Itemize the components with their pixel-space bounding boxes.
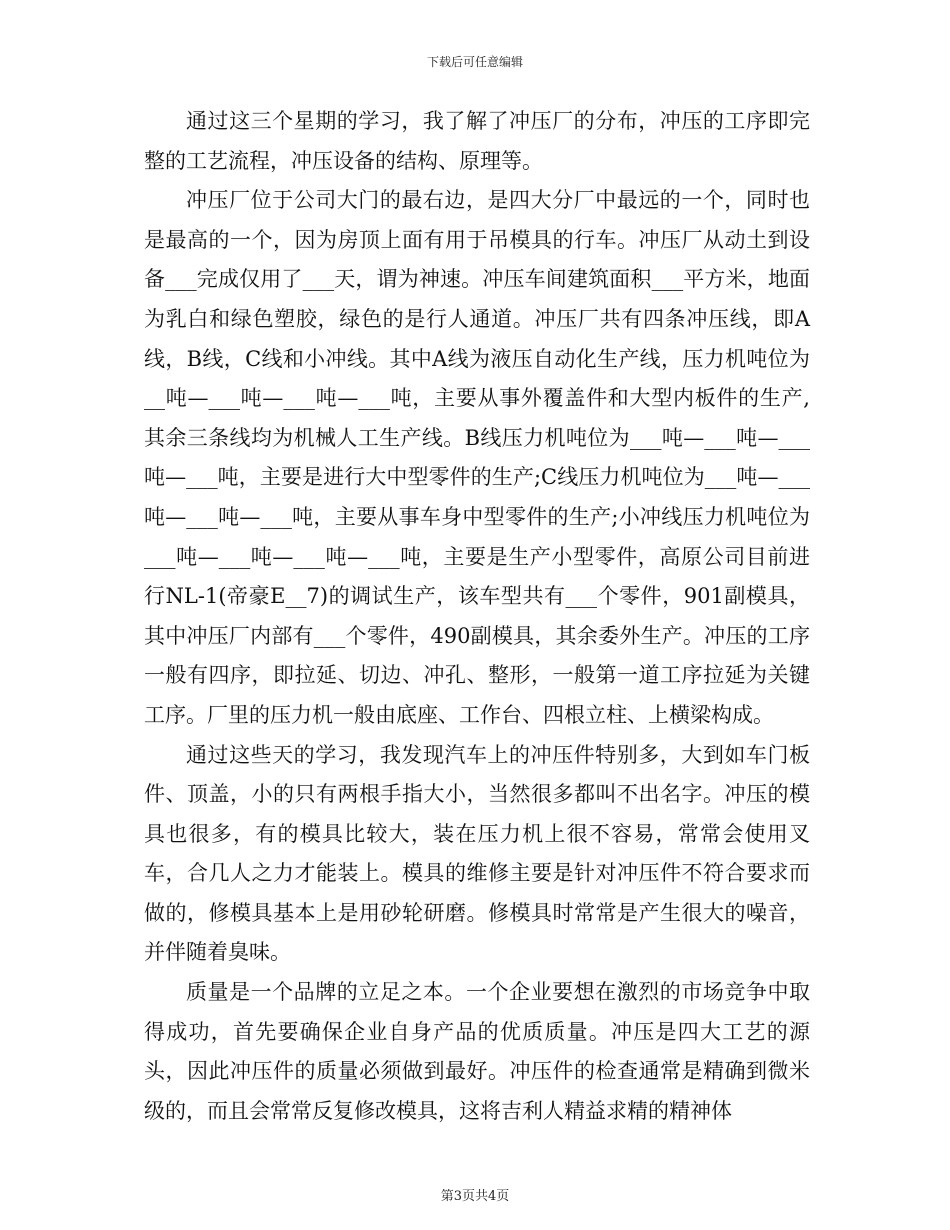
page-header: 下载后可任意编辑 bbox=[426, 55, 523, 69]
paragraph: 通过这三个星期的学习，我了解了冲压厂的分布，冲压的工序即完整的工艺流程，冲压设备的结构、原理等。 bbox=[144, 109, 810, 173]
paragraph: 通过这些天的学习，我发现汽车上的冲压件特别多，大到如车门板件、顶盖，小的只有两根手指大小，当然很多都叫不出名字。冲压的模具也很多，有的模具比较大，装在压力机上很不容易，常常会使用叉车，合几人之力才能装上。模具的维修主要是针对冲压件不符合要求而做的，修模具基本上是用砂轮研磨。修模具时常常是产生很大的噪音，并伴随着臭味。 bbox=[144, 742, 810, 965]
document-body bbox=[144, 102, 810, 1131]
paragraph: 质量是一个品牌的立足之本。一个企业要想在激烈的市场竞争中取得成功，首先要确保企业自身产品的优质质量。冲压是四大工艺的源头，因此冲压件的质量必须做到最好。冲压件的检查通常是精确到微米级的，而且会常常反复修改模具，这将吉利人精益求精的精神体 bbox=[144, 980, 810, 1123]
page-footer: 第3页共4页 bbox=[440, 1189, 510, 1204]
paragraph: 冲压厂位于公司大门的最右边，是四大分厂中最远的一个，同时也是最高的一个，因为房顶上面有用于吊模具的行车。冲压厂从动土到设备___完成仅用了___天，谓为神速。冲压车间建筑面积___平方米，地面为乳白和绿色塑胶，绿色的是行人通道。冲压厂共有四条冲压线，即A线，B线，C线和小冲线。其中A线为液压自动化生产线，压力机吨位为__吨—___吨—___吨—___吨，主要从事外覆盖件和大型内板件的生产,其余三条线均为机械人工生产线。B线压力机吨位为___吨—___吨—___吨—___吨，主要是进行大中型零件的生产;C线压力机吨位为___吨—___吨—___吨—___吨，主要从事车身中型零件的生产;小冲线压力机吨位为___吨—___吨—___吨—___吨，主要是生产小型零件，高原公司目前进行NL-1(帝豪E__7)的调试生产，该车型共有___个零件，901副模具，其中冲压厂内部有___个零件，490副模具，其余委外生产。冲压的工序一般有四序，即拉延、切边、冲孔、整形，一般第一道工序拉延为关键工序。厂里的压力机一般由底座、工作台、四根立柱、上横梁构成。 bbox=[144, 188, 810, 727]
